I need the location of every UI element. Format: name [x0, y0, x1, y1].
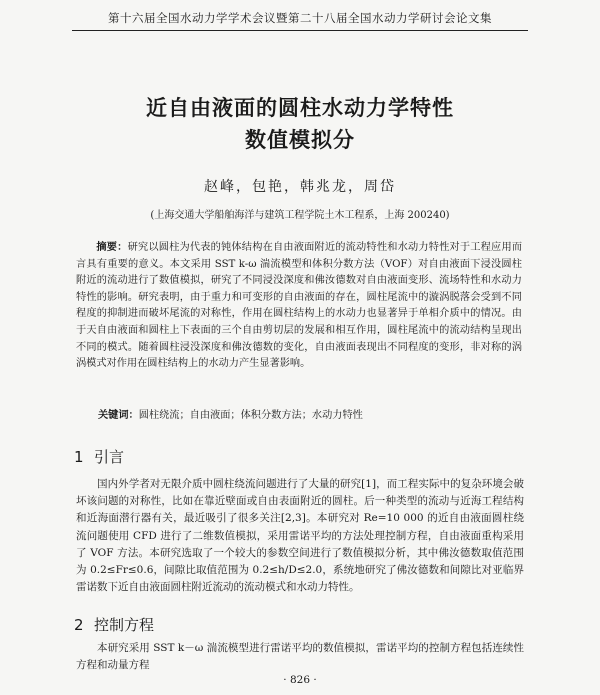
section-heading-1	[74, 446, 124, 467]
abstract-text: 研究以圆柱为代表的钝体结构在自由液面附近的流动特性和水动力特性对于工程应用而言具有重要的意义。本文采用 SST k-ω 湍流模型和体积分数方法（VOF）对自由液面下浸没圆柱附近的流动进行了数值模拟，研究了不同浸没深度和佛汝德数对自由液面变形、流场特性和水动力特性的影响。研究表明，由于重力和可变形的自由液面的存在，圆柱尾流中的漩涡脱落会受到不同程度的抑制进而破坏尾流的对称性，作用在圆柱结构上的水动力也显著异于单相介质中的情况。由于天自由液面和圆柱上下表面的三个自由剪切层的发展和相互作用，圆柱尾流中的流动结构呈现出不同的模式。随着圆柱浸没深度和佛汝德数的变化，自由液面表现出不同程度的变形，非对称的涡涡模式对作用在圆柱结构上的水动力产生显著影响。	[76, 242, 523, 370]
running-header: 第十六届全国水动力学学术会议暨第二十八届全国水动力学研讨会论文集	[108, 11, 492, 25]
section-1-paragraph: 国内外学者对无限介质中圆柱绕流问题进行了大量的研究[1]，而工程实际中的复杂环境会破坏该问题的对称性，比如在靠近壁面或自由表面附近的圆柱。后一种类型的流动与近海工程结构和近海面潜行器有关，最近吸引了很多关注[2,3]。本研究对 Re=10 000 的近自由液面圆柱绕流问题使用 CFD 进行了二维数值模拟，采用雷诺平均的方法处理控制方程，自由液面重构采用了 VOF 方法。本研究选取了一个较大的参数空间进行了数值模拟分析，其中佛汝德数取值范围为 0.2≤Fr≤0.6，间隙比取值范围为 0.2≤h/D≤2.0，系统地研究了佛汝德数和间隙比对亚临界雷诺数下近自由液面圆柱附近流动的流动模式和水动力特性。	[76, 478, 524, 594]
section-heading-2	[74, 614, 154, 635]
author-list: 赵峰，包艳，韩兆龙，周岱	[204, 179, 396, 195]
section-2-paragraph: 本研究采用 SST k－ω 湍流模型进行雷诺平均的数值模拟，雷诺平均的控制方程包括连续性方程和动量方程	[76, 642, 524, 672]
keywords	[98, 408, 518, 424]
title-line-1: 近自由液面的圆柱水动力学特性	[146, 96, 454, 120]
section-number: 1	[74, 448, 84, 466]
abstract-label: 摘要：	[96, 242, 128, 253]
keywords-label: 关键词：	[98, 410, 139, 421]
title-line-2: 数值模拟分	[245, 128, 355, 152]
header-rule	[72, 30, 528, 31]
section-number: 2	[74, 616, 84, 634]
affiliation: (上海交通大学船舶海洋与建筑工程学院土木工程系，上海 200240)	[150, 210, 450, 221]
keywords-text: 圆柱绕流；自由液面；体积分数方法；水动力特性	[138, 410, 363, 421]
paper-title	[60, 92, 540, 156]
abstract	[76, 240, 522, 373]
section-title: 引言	[94, 448, 125, 466]
page-number: · 826 ·	[283, 674, 317, 686]
section-title: 控制方程	[94, 616, 155, 634]
